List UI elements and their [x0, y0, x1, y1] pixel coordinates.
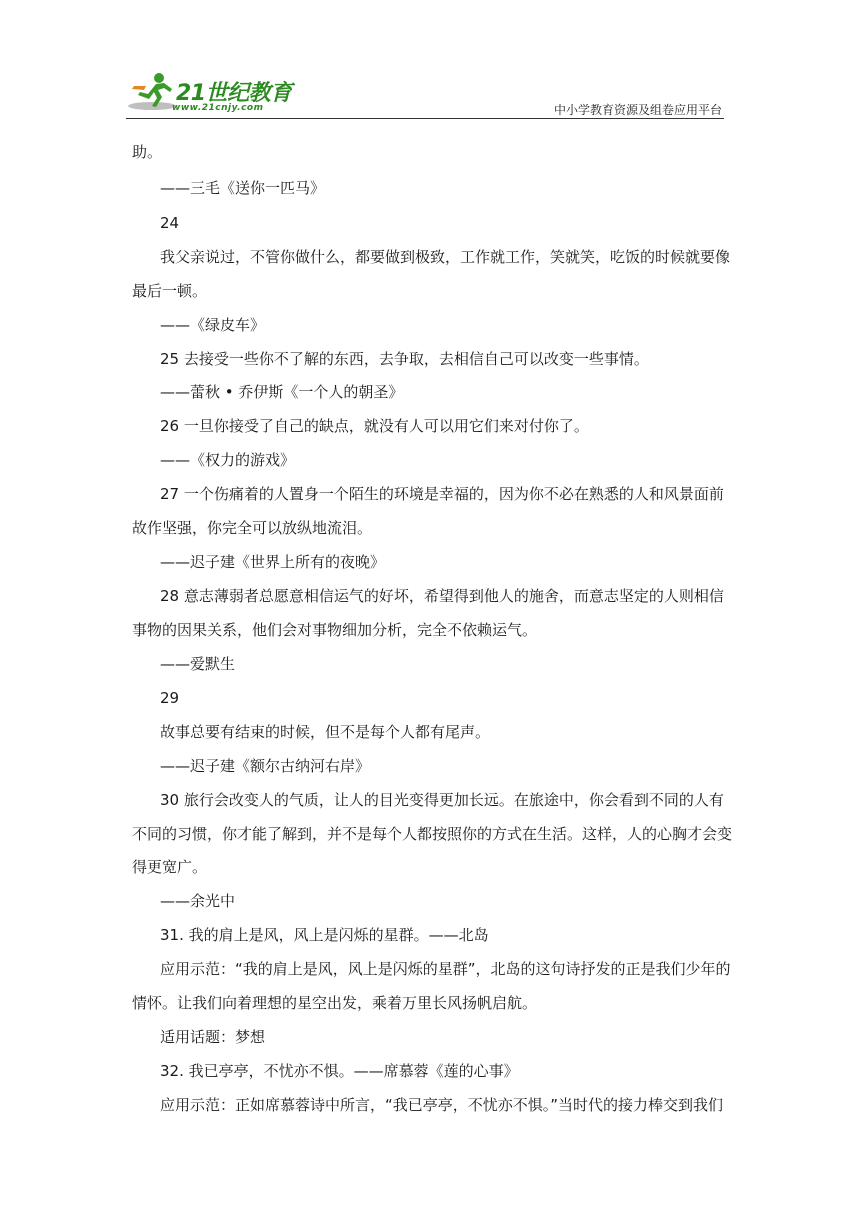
text-line: 助。: [132, 143, 163, 161]
text-line: 30 旅行会改变人的气质，让人的目光变得更加长远。在旅途中，你会看到不同的人有: [160, 791, 724, 809]
text-line: 28 意志薄弱者总愿意相信运气的好坏，希望得到他人的施舍，而意志坚定的人则相信: [160, 587, 724, 605]
header-divider: [126, 118, 724, 119]
site-title: 中小学教育资源及组卷应用平台: [553, 103, 722, 117]
item-number: 24: [160, 214, 180, 232]
text-line: 应用示范：“我的肩上是风，风上是闪烁的星群”，北岛的这句诗抒发的正是我们少年的: [160, 960, 731, 978]
text-line: 事物的因果关系，他们会对事物细加分析，完全不依赖运气。: [132, 621, 538, 639]
text-line: 得更宽广。: [132, 858, 208, 876]
text-line: 不同的习惯，你才能了解到，并不是每个人都按照你的方式在生活。这样，人的心胸才会变: [132, 825, 733, 843]
text-line: 32. 我已亭亭，不忧亦不惧。——席慕蓉《莲的心事》: [160, 1062, 519, 1080]
topic-label: 适用话题：梦想: [160, 1028, 266, 1046]
logo-url: www.21cnjy.com: [172, 103, 264, 113]
quote-source: ——迟子建《额尔古纳河右岸》: [160, 757, 371, 775]
quote-source: ——迟子建《世界上所有的夜晚》: [160, 553, 386, 571]
quote-source: ——蕾秋 • 乔伊斯《一个人的朝圣》: [160, 383, 404, 401]
text-line: 故事总要有结束的时候，但不是每个人都有尾声。: [160, 723, 491, 741]
text-line: 25 去接受一些你不了解的东西，去争取，去相信自己可以改变一些事情。: [160, 350, 649, 368]
runner-logo-icon: [126, 70, 178, 114]
text-line: 我父亲说过，不管你做什么，都要做到极致，工作就工作，笑就笑，吃饭的时候就要像: [160, 248, 731, 266]
text-line: 应用示范：正如席慕蓉诗中所言，“我已亭亭，不忧亦不惧。”当时代的接力棒交到我们: [160, 1096, 724, 1114]
text-line: 27 一个伤痛着的人置身一个陌生的环境是幸福的，因为你不必在熟悉的人和风景面前: [160, 485, 724, 503]
page-header: [0, 0, 860, 125]
text-line: 31. 我的肩上是风，风上是闪烁的星群。——北岛: [160, 926, 489, 944]
quote-source: ——爱默生: [160, 655, 236, 673]
quote-source: ——余光中: [160, 892, 236, 910]
text-line: 故作坚强，你完全可以放纵地流泪。: [132, 519, 373, 537]
quote-source: ——三毛《送你一匹马》: [160, 179, 326, 197]
text-line: 情怀。让我们向着理想的星空出发，乘着万里长风扬帆启航。: [132, 994, 538, 1012]
text-line: 最后一顿。: [132, 282, 208, 300]
quote-source: ——《绿皮车》: [160, 316, 266, 334]
item-number: 29: [160, 689, 180, 707]
site-logo[interactable]: [126, 70, 296, 118]
text-line: 26 一旦你接受了自己的缺点，就没有人可以用它们来对付你了。: [160, 417, 589, 435]
logo-text: 21世纪教育: [176, 81, 292, 106]
quote-source: ——《权力的游戏》: [160, 451, 296, 469]
